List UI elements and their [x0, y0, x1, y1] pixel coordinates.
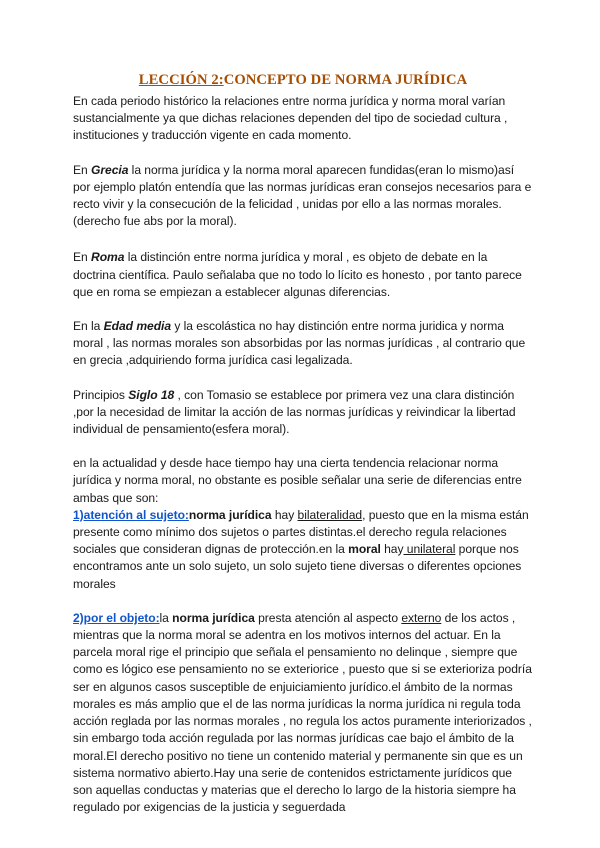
- punto2-t0: la: [159, 610, 173, 625]
- siglo18-pre: Principios: [73, 387, 129, 402]
- edad-media-text: y la escolástica no hay distinción entre norma juridica y norma moral , las normas morales son absorbidas por las normas jurídicas , al contrario que en grecia ,adquiriendo forma jurídica casi legalizada.: [73, 319, 526, 368]
- siglo18-paragraph: [73, 387, 533, 439]
- punto1-bold2: moral: [348, 542, 381, 557]
- punto1-t2: , puesto que en la misma están presente como mínimo dos sujetos o partes distintas.el derecho regula relaciones sociales que consideran dignas de protección.en la: [73, 507, 529, 557]
- grecia-paragraph: [73, 162, 533, 231]
- punto2-u1: externo: [401, 610, 442, 625]
- punto2-bold1: norma jurídica: [172, 610, 255, 625]
- punto1-u2: unilateral: [403, 542, 456, 557]
- punto1-u1: bilateralidad: [297, 507, 363, 522]
- roma-paragraph: [73, 249, 533, 301]
- edad-media-pre: En la: [73, 319, 104, 334]
- punto2-paragraph: [73, 610, 533, 816]
- lesson-title-prefix: LECCIÓN 2:: [138, 72, 224, 88]
- actualidad-paragraph: [73, 455, 533, 593]
- lesson-title: [73, 72, 533, 89]
- document-page: [73, 72, 533, 816]
- edad-media-term: Edad media: [103, 319, 172, 334]
- punto1-bold1: norma jurídica: [188, 507, 272, 522]
- actualidad-text: en la actualidad y desde hace tiempo hay una cierta tendencia relacionar norma jurídica y norma moral, no obstante es posible señalar una serie de diferencias entre ambas que son:: [73, 456, 522, 505]
- lesson-title-text: CONCEPTO DE NORMA JURÍDICA: [223, 72, 468, 88]
- punto2-t2: de los actos , mientras que la norma moral se adentra en los motivos internos del actuar. En la parcela moral rige el principio que señala el pensamiento no delinque , siempre que como es lógico ese pensamiento no se exteriorice , puesto que si se exterioriza podría ser en algunos casos susceptible de enjuiciamiento jurídico.el ámbito de la normas morales es más amplio que el de las norma jurídicas la norma jurídica ni regula toda acción reglada por las normas morales , no regula los actos puramente interiorizados , sin embargo toda acción regulada por las normas jurídicas cae bajo el ámbito de la moral.El derecho positivo no tiene un contenido material y permanente sin que es un sistema normativo abierto.Hay una serie de contenidos estrictamente jurídicos que son aquellas conductas y materias que el derecho lo largo de la historia siempre ha regulado por exigencias de la justicia y seguerdada: [73, 610, 532, 815]
- roma-text: la distinción entre norma jurídica y moral , es objeto de debate en la doctrina científica. Paulo señalaba que no todo lo lícito es honesto , por tanto parece que en roma se empiezan a establecer algunas diferencias.: [73, 250, 522, 299]
- siglo18-term: Siglo 18: [128, 387, 175, 402]
- roma-pre: En: [73, 250, 92, 265]
- grecia-term: Grecia: [91, 162, 129, 177]
- grecia-pre: En: [73, 162, 92, 177]
- siglo18-text: , con Tomasio se establece por primera vez una clara distinción ,por la necesidad de limitar la acción de las normas jurídicas y reivindicar la libertad individual de pensamiento(esfera moral).: [73, 387, 516, 437]
- grecia-text: la norma jurídica y la norma moral aparecen fundidas(eran lo mismo)así por ejemplo platón entendía que las normas jurídicas eran consejos necesarios para e recto vivir y la consecución de la felicidad , unidas por ello a las normas morales.(derecho fue abs por la moral).: [73, 162, 532, 229]
- punto2-label: 2)por el objeto:: [73, 610, 160, 625]
- punto1-t4: porque nos encontramos ante un solo sujeto, un solo sujeto tiene diversas o diferentes opciones morales: [73, 542, 522, 591]
- punto2-t1: presta atención al aspecto: [254, 610, 402, 625]
- punto1-t3: hay: [380, 542, 404, 557]
- edad-media-paragraph: [73, 318, 533, 370]
- punto1-label: 1)atención al sujeto:: [73, 507, 189, 522]
- intro-paragraph: En cada periodo histórico la relaciones entre norma jurídica y norma moral varían sustancialmente ya que dichas relaciones dependen del tipo de sociedad cultura , instituciones y traducción vigente en cada momento.: [73, 94, 508, 143]
- roma-term: Roma: [91, 250, 125, 265]
- punto1-t1: hay: [271, 507, 298, 522]
